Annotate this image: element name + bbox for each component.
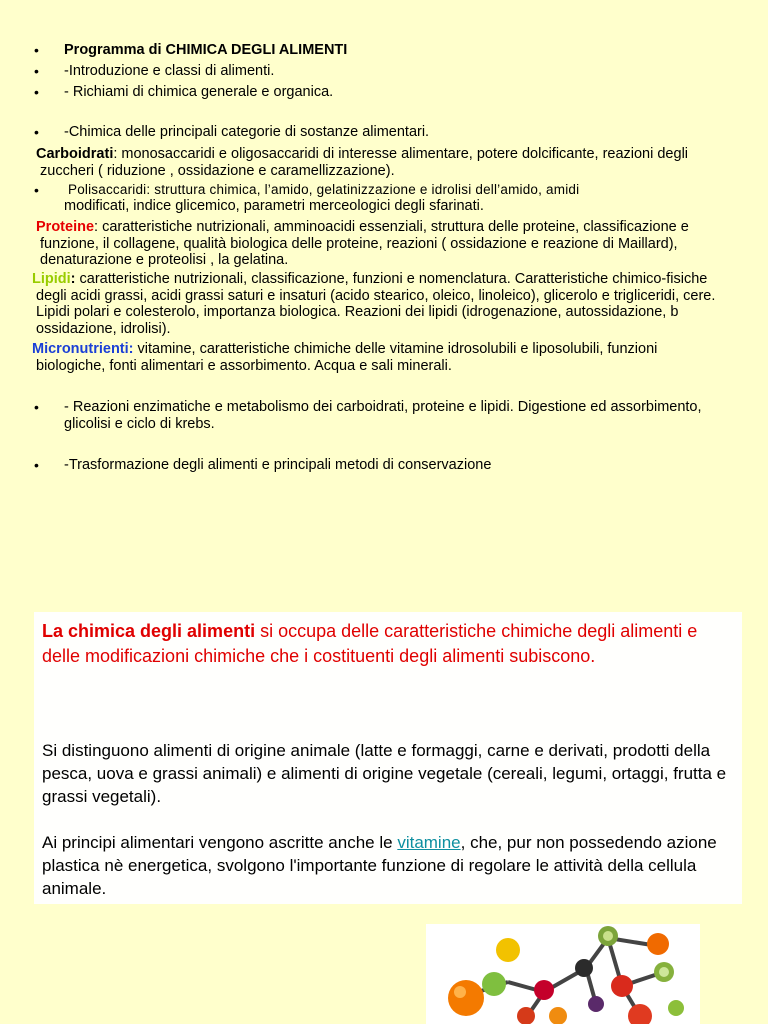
micro-label: Micronutrienti: xyxy=(32,341,134,357)
program-item-intro: -Introduzione e classi di alimenti. xyxy=(64,63,275,79)
definition-paragraph xyxy=(42,619,732,669)
definition-text: si occupa delle caratteristiche chimiche degli alimenti e delle modificazioni chimiche che i costituenti degli alimenti subiscono. xyxy=(42,621,698,666)
definition-box xyxy=(34,612,742,904)
bullet-icon: • xyxy=(34,457,39,473)
bullet-icon: • xyxy=(34,399,39,415)
poly-text-2: modificati, indice glicemico, parametri merceologici degli sfarinati. xyxy=(64,198,484,214)
program-item-chemistry: - Richiami di chimica generale e organica. xyxy=(64,84,334,100)
food-molecule-image xyxy=(426,924,700,1024)
vitamine-link[interactable]: vitamine xyxy=(397,833,461,852)
bullet-icon: • xyxy=(34,84,39,100)
bullet-icon: • xyxy=(34,42,39,58)
lipid-text: caratteristiche nutrizionali, classificazione, funzioni e nomenclatura. Caratteristiche chimico-fisiche degli acidi grassi, acidi grassi saturi e insaturi (acido stearico, oleico, linoleico), glicerolo e trigliceridi, cere. Lipidi polari e colesterolo, importanza biologica. Reazioni dei lipidi (idrogenazione, autossidazione, b ossidazione, idrolisi). xyxy=(36,271,716,337)
lipid-label: Lipidi xyxy=(32,271,71,287)
program-item-conservation: -Trasformazione degli alimenti e principali metodi di conservazione xyxy=(64,457,492,473)
protein-label: Proteine xyxy=(36,219,95,235)
vitamins-paragraph: Ai principi alimentari vengono ascritte anche le vitamine, che, pur non possedendo azione plastica nè energetica, svolgono l'importante funzione di regolare le attività della cellula animale. xyxy=(42,833,717,898)
program-title: Programma di CHIMICA DEGLI ALIMENTI xyxy=(64,42,348,58)
bullet-icon: • xyxy=(34,63,39,79)
bullet-icon: • xyxy=(34,124,39,140)
program-item-metabolism: - Reazioni enzimatiche e metabolismo dei carboidrati, proteine e lipidi. Digestione ed assorbimento, glicolisi e ciclo di krebs. xyxy=(64,399,702,432)
definition-term: La chimica degli alimenti xyxy=(42,621,256,641)
bullet-icon: • xyxy=(34,182,40,198)
protein-text: : caratteristiche nutrizionali, amminoacidi essenziali, struttura delle proteine, classificazione e funzione, il collagene, qualità biologica delle proteine, reazioni ( ossidazione e reazione di Maillard), denaturazione e proteolisi , la gelatina. xyxy=(40,219,689,268)
poly-text-1: Polisaccaridi: struttura chimica, l’amido, gelatinizzazione e idrolisi dell’amido, amidi xyxy=(68,182,580,197)
program-item-categories: -Chimica delle principali categorie di sostanze alimentari. xyxy=(64,124,430,140)
micro-text: vitamine, caratteristiche chimiche delle vitamine idrosolubili e liposolubili, funzioni biologiche, fonti alimentari e assorbimento. Acqua e sali minerali. xyxy=(36,341,658,374)
origin-paragraph: Si distinguono alimenti di origine animale (latte e formaggi, carne e derivati, prodotti della pesca, uova e grassi animali) e alimenti di origine vegetale (cereali, legumi, ortaggi, frutta e grassi vegetali). xyxy=(42,741,727,806)
carb-label: Carboidrati xyxy=(36,146,114,162)
lipid-colon: : xyxy=(70,271,76,287)
carb-text: : monosaccaridi e oligosaccaridi di interesse alimentare, potere dolcificante, reazioni degli zuccheri ( riduzione , ossidazione e caramellizzazione). xyxy=(40,146,689,179)
fruit-molecule-illustration xyxy=(426,924,700,1024)
